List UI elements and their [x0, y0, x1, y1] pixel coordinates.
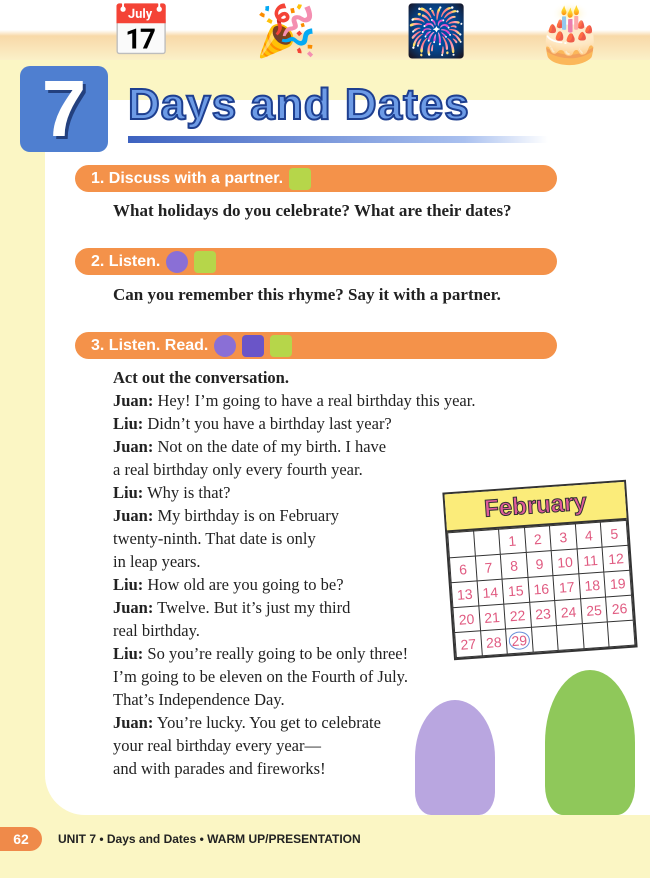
- headphones-icon: [214, 335, 236, 357]
- page-number: 62: [0, 827, 42, 851]
- day-number: 13: [456, 585, 474, 603]
- line-text: and with parades and fireworks!: [113, 759, 326, 778]
- unit-number-badge: 7: [20, 66, 108, 152]
- speaker: Liu:: [113, 575, 144, 594]
- calendar-day: [531, 625, 558, 652]
- dialogue-line: [113, 573, 475, 596]
- line-text: Not on the date of my birth. I have: [153, 437, 387, 456]
- day-number: 16: [532, 580, 550, 598]
- footer-text: UNIT 7 • Days and Dates • WARM UP/PRESENTATION: [58, 832, 361, 846]
- speaker: Liu:: [113, 644, 144, 663]
- calendar-day: [550, 524, 577, 551]
- calendar-day: [448, 531, 475, 558]
- calendar-day: [455, 631, 482, 658]
- speaker: Juan:: [113, 506, 154, 525]
- day-number: 12: [607, 550, 625, 568]
- calendar-day: [451, 581, 478, 608]
- masks-icon: [194, 251, 216, 273]
- line-text: Why is that?: [143, 483, 231, 502]
- day-number: 5: [609, 525, 619, 542]
- calendar-day: [504, 602, 531, 629]
- day-number: 9: [535, 555, 544, 573]
- day-number: 8: [509, 557, 519, 575]
- calendar-day: [602, 545, 629, 572]
- fireworks-icon: 🎆: [405, 3, 468, 59]
- boy-illustration: [545, 670, 635, 815]
- dialogue-line: [113, 527, 475, 550]
- headphones-icon: [166, 251, 188, 273]
- title-underline: [128, 136, 548, 143]
- calendar-day: [506, 627, 533, 654]
- day-number: 2: [533, 530, 543, 548]
- line-text: That’s Independence Day.: [113, 690, 285, 709]
- section-1-header: [75, 165, 557, 192]
- calendar-day: [473, 529, 500, 556]
- line-text: Hey! I’m going to have a real birthday this year.: [153, 391, 476, 410]
- dialogue-line: [113, 504, 475, 527]
- calendar-day: [553, 574, 580, 601]
- line-text: your real birthday every year—: [113, 736, 321, 755]
- section-label: 1. Discuss with a partner.: [91, 170, 284, 187]
- calendar-day: [608, 620, 635, 647]
- day-number: 6: [458, 561, 468, 578]
- line-text: Didn’t you have a birthday last year?: [143, 414, 392, 433]
- speaker: Juan:: [113, 598, 154, 617]
- calendar-day: [604, 570, 631, 597]
- party-hat-icon: 🎉: [255, 3, 318, 59]
- line-text: I’m going to be eleven on the Fourth of July.: [113, 667, 408, 686]
- dialogue-line: [113, 481, 475, 504]
- day-number: 21: [483, 608, 501, 626]
- calendar-day: [475, 554, 502, 581]
- day-number: 23: [534, 605, 552, 623]
- day-number: 25: [585, 601, 603, 619]
- dialogue-line: [113, 642, 475, 665]
- line-text: a real birthday only every fourth year.: [113, 460, 363, 479]
- calendar-icon: 📅: [110, 3, 173, 59]
- speaker: Liu:: [113, 483, 144, 502]
- calendar-day: [526, 551, 553, 578]
- line-text: real birthday.: [113, 621, 200, 640]
- calendar-day: [580, 597, 607, 624]
- speaker: Juan:: [113, 391, 154, 410]
- day-number: 7: [484, 559, 493, 576]
- speaker: Liu:: [113, 414, 144, 433]
- dialogue-line: [113, 596, 475, 619]
- day-number: 18: [583, 576, 601, 594]
- section-label: 3. Listen. Read.: [91, 337, 209, 354]
- calendar-day: [577, 547, 604, 574]
- speaker: Juan:: [113, 713, 154, 732]
- dialogue-line: [113, 619, 475, 642]
- day-number: 17: [558, 578, 576, 596]
- section-2-prompt: Can you remember this rhyme? Say it with a partner.: [113, 285, 501, 304]
- dialogue-line: [113, 389, 475, 412]
- calendar-day: [528, 576, 555, 603]
- day-number: 22: [509, 607, 526, 625]
- day-number: 20: [458, 610, 475, 628]
- calendar-day: [606, 595, 633, 622]
- dialogue-line: [113, 435, 475, 458]
- speaker: Juan:: [113, 437, 154, 456]
- section-label: 2. Listen.: [91, 253, 161, 270]
- day-number: 4: [584, 527, 594, 544]
- calendar-day: [453, 606, 480, 633]
- day-number: 11: [582, 551, 599, 569]
- line-text: Twelve. But it’s just my third: [153, 598, 351, 617]
- section-3-header: [75, 332, 557, 359]
- calendar-day: [551, 549, 578, 576]
- calendar-day: [557, 624, 584, 651]
- book-icon: [242, 335, 264, 357]
- section-3-prompt: Act out the conversation.: [113, 368, 289, 387]
- calendar-day: [524, 526, 551, 553]
- conversation: [113, 366, 475, 780]
- dialogue-line: [113, 550, 475, 573]
- calendar-day: [582, 622, 609, 649]
- page-title: Days and Dates: [128, 80, 470, 129]
- calendar-day: [478, 604, 505, 631]
- day-number: 15: [507, 582, 525, 600]
- day-number: 14: [481, 583, 499, 602]
- dialogue-line: [113, 665, 475, 688]
- birthday-cake-icon: 🎂: [535, 3, 605, 65]
- masks-icon: [270, 335, 292, 357]
- day-number: 19: [609, 575, 627, 593]
- line-text: You’re lucky. You get to celebrate: [153, 713, 381, 732]
- calendar-day: [477, 579, 504, 606]
- line-text: twenty-ninth. That date is only: [113, 529, 316, 548]
- day-number: 26: [611, 600, 628, 618]
- day-number: 10: [556, 553, 574, 571]
- calendar-day: [449, 556, 476, 583]
- calendar-day: [502, 577, 529, 604]
- calendar-day: [555, 599, 582, 626]
- section-2-header: [75, 248, 557, 275]
- calendar-day: [500, 552, 527, 579]
- calendar-day: [575, 522, 602, 549]
- day-number: 1: [507, 532, 517, 550]
- dialogue-line: [113, 688, 475, 711]
- dialogue-line: [113, 458, 475, 481]
- calendar-month: February: [444, 482, 626, 532]
- decorative-header-band: [0, 0, 650, 65]
- day-number: 28: [485, 633, 503, 651]
- calendar-day: [480, 629, 507, 656]
- calendar-day: [499, 527, 526, 554]
- girl-illustration: [415, 700, 495, 815]
- line-text: How old are you going to be?: [143, 575, 344, 594]
- day-number: 29: [508, 631, 531, 650]
- calendar-day: [601, 520, 628, 547]
- calendar-day: [529, 601, 556, 628]
- line-text: So you’re really going to be only three!: [143, 644, 409, 663]
- dialogue-line: [113, 412, 475, 435]
- section-1-prompt: What holidays do you celebrate? What are their dates?: [113, 201, 512, 220]
- day-number: 27: [459, 635, 477, 653]
- calendar-day: [579, 572, 606, 599]
- masks-icon: [289, 168, 311, 190]
- day-number: 3: [558, 529, 568, 546]
- line-text: My birthday is on February: [153, 506, 339, 525]
- february-calendar-illustration: [442, 480, 637, 660]
- line-text: in leap years.: [113, 552, 201, 571]
- day-number: 24: [560, 603, 577, 621]
